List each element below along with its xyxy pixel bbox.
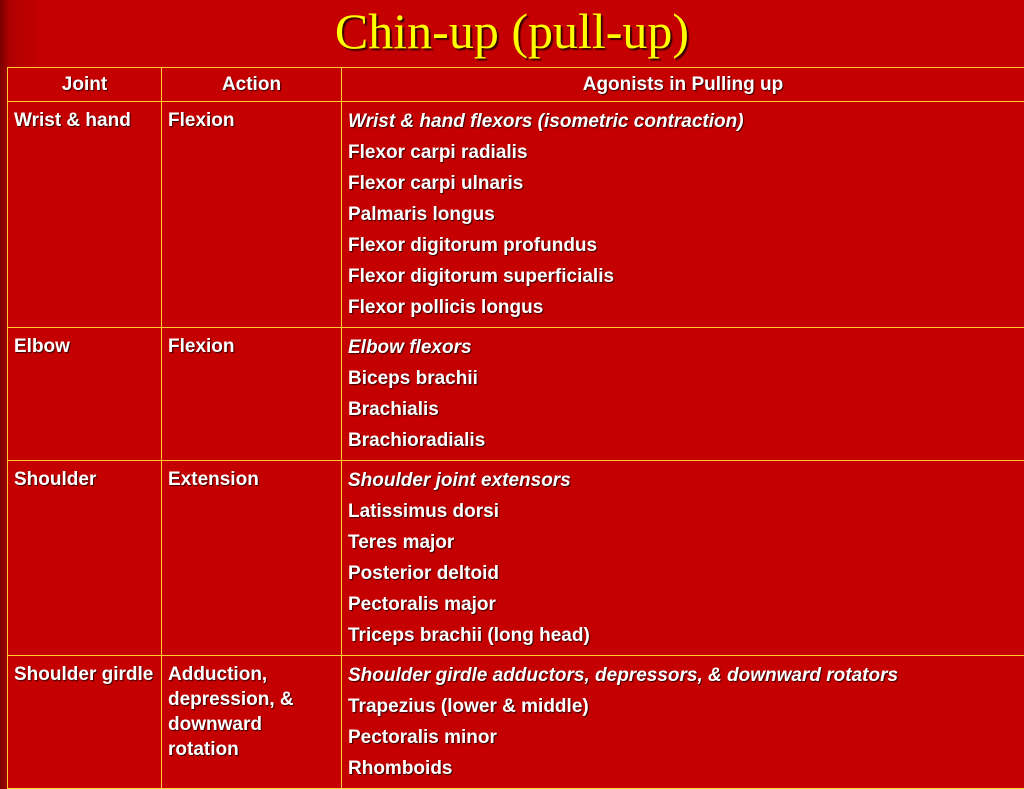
agonist-muscle: Trapezius (lower & middle)	[348, 691, 1018, 722]
agonists-cell	[342, 102, 1024, 328]
agonists-cell	[342, 461, 1024, 656]
header-agonists: Agonists in Pulling up	[342, 68, 1024, 102]
agonist-muscle: Latissimus dorsi	[348, 496, 1018, 527]
agonist-muscle: Flexor pollicis longus	[348, 292, 1018, 323]
table-row	[8, 102, 1024, 328]
agonist-muscle: Brachialis	[348, 394, 1018, 425]
header-joint: Joint	[8, 68, 162, 102]
agonists-cell	[342, 656, 1024, 789]
header-action: Action	[162, 68, 342, 102]
agonist-muscle: Pectoralis major	[348, 589, 1018, 620]
agonist-muscle: Flexor carpi ulnaris	[348, 168, 1018, 199]
agonist-muscle: Posterior deltoid	[348, 558, 1018, 589]
agonist-muscle: Flexor digitorum profundus	[348, 230, 1018, 261]
agonist-group-heading: Elbow flexors	[348, 332, 1018, 363]
agonist-muscle: Biceps brachii	[348, 363, 1018, 394]
agonist-group-heading: Wrist & hand flexors (isometric contraction)	[348, 106, 1018, 137]
action-cell: Adduction, depression, & downward rotation	[162, 656, 342, 789]
action-cell: Flexion	[162, 328, 342, 461]
joint-cell: Elbow	[8, 328, 162, 461]
table-row	[8, 461, 1024, 656]
table-row	[8, 656, 1024, 789]
agonist-group-heading: Shoulder girdle adductors, depressors, & downward rotators	[348, 660, 1018, 691]
agonist-group-heading: Shoulder joint extensors	[348, 465, 1018, 496]
agonist-muscle: Triceps brachii (long head)	[348, 620, 1018, 651]
joint-cell: Shoulder girdle	[8, 656, 162, 789]
agonist-muscle: Flexor carpi radialis	[348, 137, 1018, 168]
action-cell: Extension	[162, 461, 342, 656]
agonist-muscle: Rhomboids	[348, 753, 1018, 784]
table-row	[8, 328, 1024, 461]
agonist-muscle: Brachioradialis	[348, 425, 1018, 456]
agonist-muscle: Teres major	[348, 527, 1018, 558]
agonist-muscle: Flexor digitorum superficialis	[348, 261, 1018, 292]
muscle-table	[7, 67, 1024, 789]
joint-cell: Shoulder	[8, 461, 162, 656]
joint-cell: Wrist & hand	[8, 102, 162, 328]
action-cell: Flexion	[162, 102, 342, 328]
agonist-muscle: Palmaris longus	[348, 199, 1018, 230]
agonist-muscle: Pectoralis minor	[348, 722, 1018, 753]
agonists-cell	[342, 328, 1024, 461]
header-row	[8, 68, 1024, 102]
slide-title: Chin-up (pull-up)	[0, 2, 1024, 60]
